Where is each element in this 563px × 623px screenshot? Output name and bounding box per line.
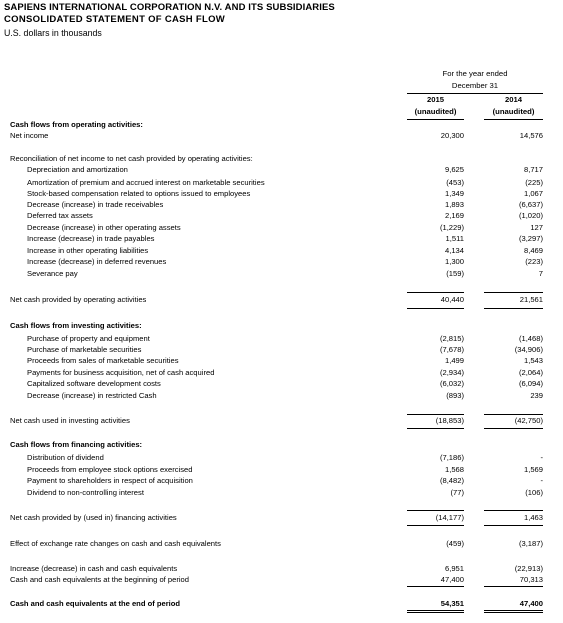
- subtotal-row-investing: Net cash used in investing activities (18,853) (42,750): [10, 416, 543, 425]
- subtotal-underline-2015: [407, 428, 464, 429]
- table-row: Increase (decrease) in trade payables 1,511 (3,297): [27, 234, 543, 243]
- table-row: Proceeds from sales of marketable securities 1,499 1,543: [27, 356, 543, 365]
- table-row: Increase (decrease) in deferred revenues 1,300 (223): [27, 257, 543, 266]
- subtotal-underline-2014: [484, 525, 543, 526]
- column-rule-2014: [484, 586, 543, 587]
- table-row: Decrease (increase) in trade receivables 1,893 (6,637): [27, 200, 543, 209]
- table-row: Dividend to non-controlling interest (77) (106): [27, 488, 543, 497]
- subtotal-row-financing: Net cash provided by (used in) financing activities (14,177) 1,463: [10, 513, 543, 522]
- total-double-underline-2015: [407, 612, 464, 613]
- subtotal-underline-2014: [484, 428, 543, 429]
- table-row: Proceeds from employee stock options exercised 1,568 1,569: [27, 465, 543, 474]
- table-row: Capitalized software development costs (6,032) (6,094): [27, 379, 543, 388]
- table-row: Severance pay (159) 7: [27, 269, 543, 278]
- company-name: SAPIENS INTERNATIONAL CORPORATION N.V. AND ITS SUBSIDIARIES: [4, 2, 335, 13]
- subtotal-rule-2014: [484, 292, 543, 293]
- table-row: Stock-based compensation related to options issued to employees 1,349 1,067: [27, 189, 543, 198]
- table-row: Payments for business acquisition, net of cash acquired (2,934) (2,064): [27, 368, 543, 377]
- table-row: Increase in other operating liabilities 4,134 8,469: [27, 246, 543, 255]
- total-underline-2014: [484, 610, 543, 611]
- section-heading-investing: Cash flows from investing activities:: [10, 321, 142, 330]
- table-row: Purchase of marketable securities (7,678) (34,906): [27, 345, 543, 354]
- table-row: Payment to shareholders in respect of acquisition (8,482) -: [27, 476, 543, 485]
- header-rule: [407, 93, 543, 94]
- subtotal-rule-2015: [407, 292, 464, 293]
- subtotal-underline-2015: [407, 525, 464, 526]
- period-heading-line1: For the year ended: [442, 69, 508, 78]
- table-row: Net income 20,300 14,576: [10, 131, 543, 140]
- table-row: Decrease (increase) in other operating assets (1,229) 127: [27, 223, 543, 232]
- year-2014-heading: 2014: [504, 95, 523, 104]
- subtotal-rule-2015: [407, 510, 464, 511]
- table-row: Effect of exchange rate changes on cash and cash equivalents (459) (3,187): [10, 539, 543, 548]
- table-row: Decrease (increase) in restricted Cash (893) 239: [27, 391, 543, 400]
- table-row: Amortization of premium and accrued interest on marketable securities (453) (225): [27, 178, 543, 187]
- table-row: Increase (decrease) in cash and cash equivalents 6,951 (22,913): [10, 564, 543, 573]
- table-row: Cash and cash equivalents at the beginning of period 47,400 70,313: [10, 575, 543, 584]
- reconciliation-heading: Reconciliation of net income to net cash provided by operating activities:: [10, 154, 253, 163]
- audit-note-2015: (unaudited): [414, 107, 457, 116]
- table-row: Purchase of property and equipment (2,815) (1,468): [27, 334, 543, 343]
- subtotal-rule-2014: [484, 510, 543, 511]
- table-row: Deferred tax assets 2,169 (1,020): [27, 211, 543, 220]
- statement-title: CONSOLIDATED STATEMENT OF CASH FLOW: [4, 14, 226, 25]
- period-heading-line2: December 31: [451, 81, 499, 90]
- total-double-underline-2014: [484, 612, 543, 613]
- total-underline-2015: [407, 610, 464, 611]
- subtotal-underline-2015: [407, 308, 464, 309]
- column-rule-2015: [407, 586, 464, 587]
- table-row: Distribution of dividend (7,186) -: [27, 453, 543, 462]
- section-heading-operating: Cash flows from operating activities:: [10, 120, 143, 129]
- year-2015-heading: 2015: [426, 95, 445, 104]
- audit-note-2014: (unaudited): [492, 107, 535, 116]
- subtotal-underline-2014: [484, 308, 543, 309]
- subtotal-row-operating: Net cash provided by operating activities 40,440 21,561: [10, 295, 543, 304]
- table-row: Depreciation and amortization 9,625 8,717: [27, 165, 543, 174]
- section-heading-financing: Cash flows from financing activities:: [10, 440, 143, 449]
- units-note: U.S. dollars in thousands: [4, 28, 102, 38]
- total-row: Cash and cash equivalents at the end of period 54,351 47,400: [10, 599, 543, 608]
